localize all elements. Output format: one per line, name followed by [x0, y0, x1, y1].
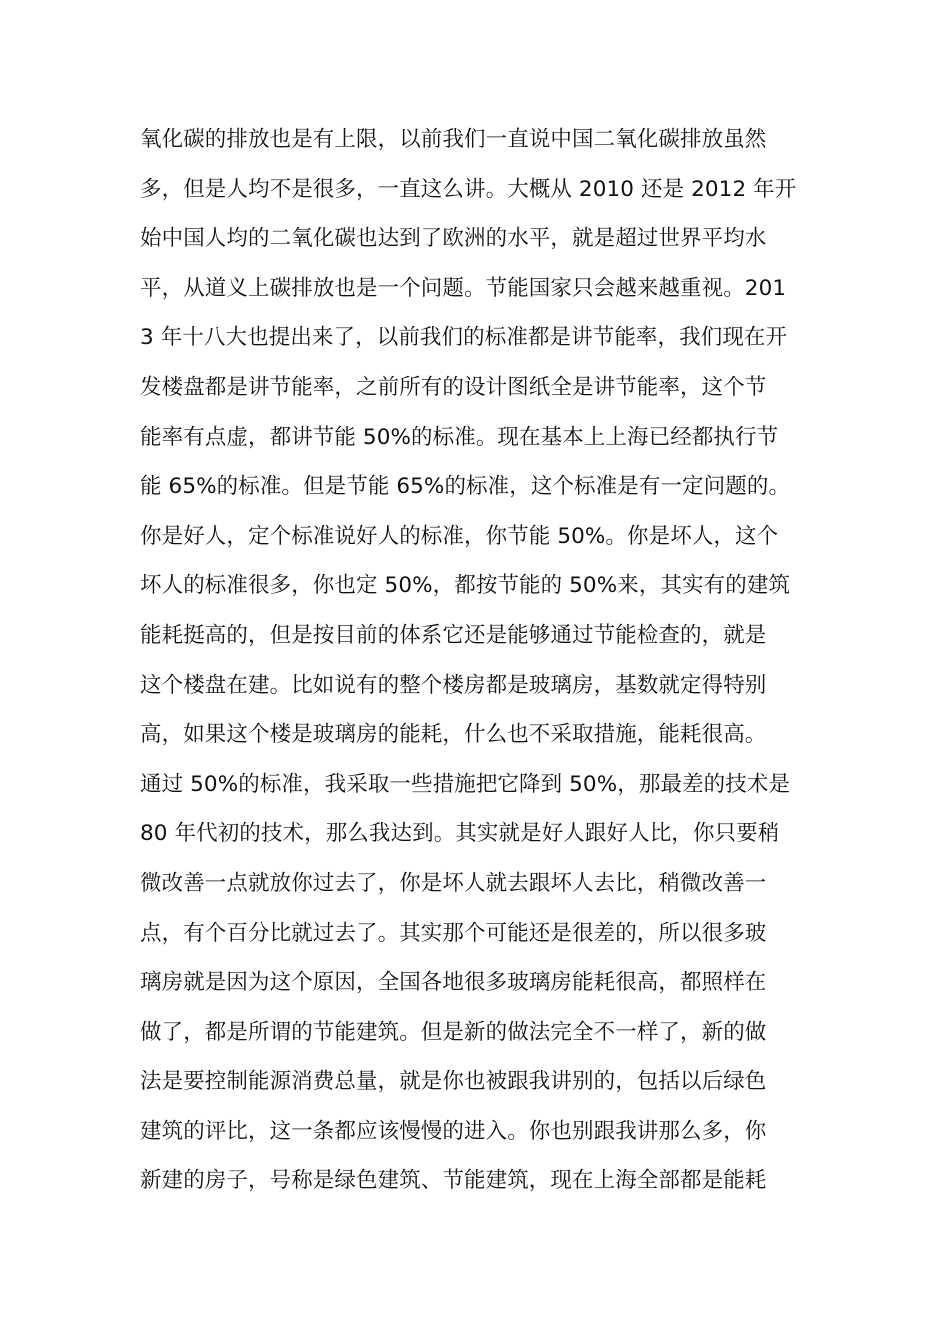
text-line: 能 65%的标准。但是节能 65%的标准，这个标准是有一定问题的。 — [140, 474, 791, 500]
text-line: 这个楼盘在建。比如说有的整个楼房都是玻璃房，基数就定得特别 — [140, 672, 767, 698]
text-line: 氧化碳的排放也是有上限，以前我们一直说中国二氧化碳排放虽然 — [140, 127, 767, 152]
text-line: 始中国人均的二氧化碳也达到了欧洲的水平，就是超过世界平均水 — [140, 226, 767, 252]
text-line: 多，但是人均不是很多，一直这么讲。大概从 2010 还是 2012 年开 — [140, 176, 797, 202]
text-line: 发楼盘都是讲节能率，之前所有的设计图纸全是讲节能率，这个节 — [140, 374, 767, 400]
text-line: 平，从道义上碳排放也是一个问题。节能国家只会越来越重视。201 — [140, 275, 787, 301]
text-line: 做了，都是所谓的节能建筑。但是新的做法完全不一样了，新的做 — [140, 1019, 767, 1045]
text-line: 高，如果这个楼是玻璃房的能耗，什么也不采取措施，能耗很高。 — [140, 722, 767, 748]
text-line: 能耗挺高的，但是按目前的体系它还是能够通过节能检查的，就是 — [140, 622, 767, 648]
text-line: 3 年十八大也提出来了，以前我们的标准都是讲节能率，我们现在开 — [140, 325, 788, 351]
text-line: 通过 50%的标准，我采取一些措施把它降到 50%，那最差的技术是 — [140, 771, 791, 797]
text-line: 法是要控制能源消费总量，就是你也被跟我讲别的，包括以后绿色 — [140, 1069, 767, 1095]
text-line: 新建的房子，号称是绿色建筑、节能建筑，现在上海全部都是能耗 — [140, 1168, 767, 1194]
text-line: 你是好人，定个标准说好人的标准，你节能 50%。你是坏人，这个 — [140, 523, 779, 549]
text-line: 璃房就是因为这个原因，全国各地很多玻璃房能耗很高，都照样在 — [140, 970, 767, 996]
text-line: 微改善一点就放你过去了，你是坏人就去跟坏人去比，稍微改善一 — [140, 870, 767, 896]
text-line: 点，有个百分比就过去了。其实那个可能还是很差的，所以很多玻 — [140, 920, 767, 946]
body-text — [140, 115, 810, 1206]
text-line: 能率有点虚，都讲节能 50%的标准。现在基本上上海已经都执行节 — [140, 424, 779, 450]
text-line: 建筑的评比，这一条都应该慢慢的进入。你也别跟我讲那么多，你 — [140, 1118, 767, 1144]
text-line: 80 年代初的技术，那么我达到。其实就是好人跟好人比，你只要稍 — [140, 821, 780, 847]
text-line: 坏人的标准很多，你也定 50%，都按节能的 50%来，其实有的建筑 — [140, 573, 791, 599]
